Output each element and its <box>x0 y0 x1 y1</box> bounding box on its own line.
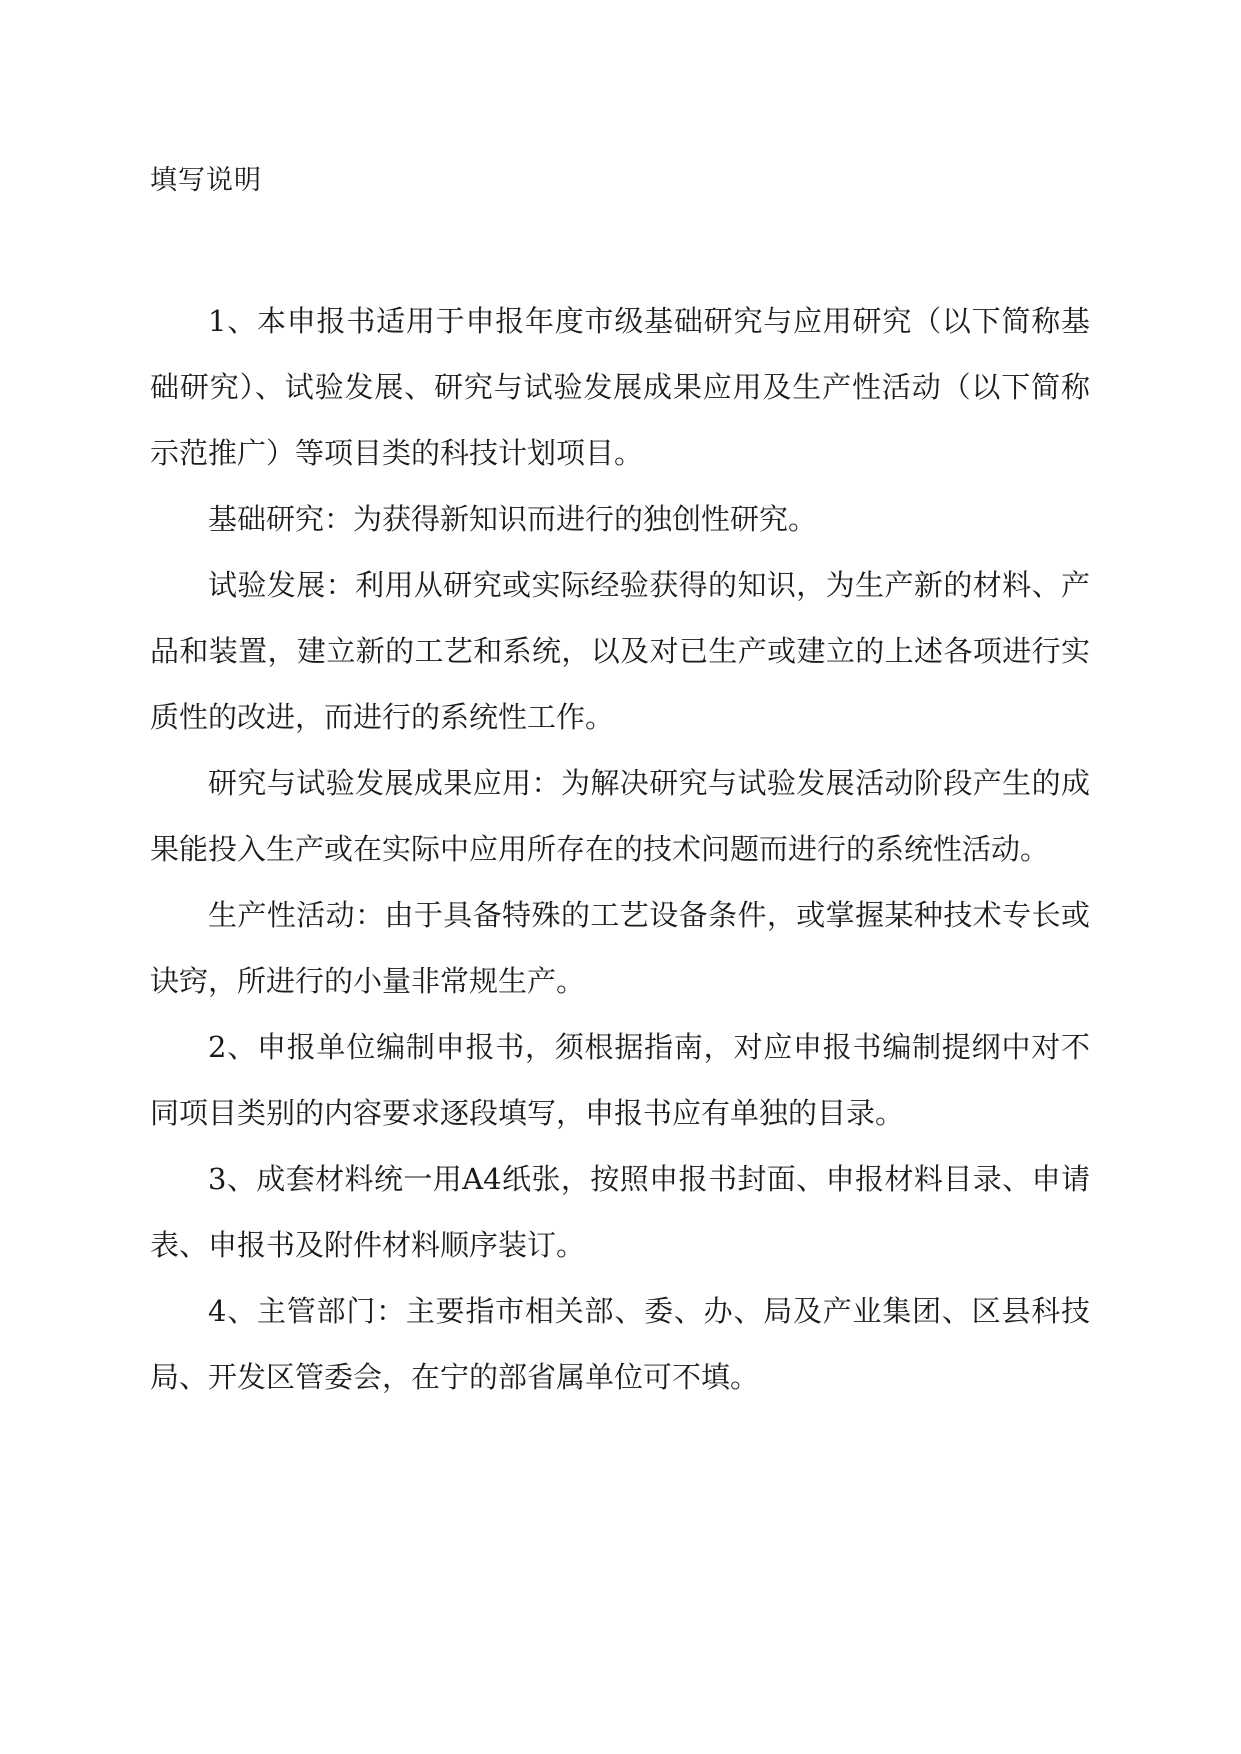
paragraph-basic-research: 基础研究：为获得新知识而进行的独创性研究。 <box>208 502 818 536</box>
paragraph-experimental-development: 试验发展：利用从研究或实际经验获得的知识，为生产新的材料、产品和装置，建立新的工艺和系统，以及对已生产或建立的上述各项进行实质性的改进，而进行的系统性工作。 <box>150 568 1090 734</box>
instructions-body <box>150 288 1090 1410</box>
paragraph-binding: 3、成套材料统一用A4纸张，按照申报书封面、申报材料目录、申请表、申报书及附件材料顺序装订。 <box>150 1162 1090 1262</box>
paragraph-scope: 1、本申报书适用于申报年度市级基础研究与应用研究（以下简称基础研究）、试验发展、研究与试验发展成果应用及生产性活动（以下简称示范推广）等项目类的科技计划项目。 <box>150 304 1090 470</box>
paragraph-compilation: 2、申报单位编制申报书，须根据指南，对应申报书编制提纲中对不同项目类别的内容要求逐段填写，申报书应有单独的目录。 <box>150 1030 1090 1130</box>
paragraph-supervising-department: 4、主管部门：主要指市相关部、委、办、局及产业集团、区县科技局、开发区管委会，在宁的部省属单位可不填。 <box>150 1294 1090 1394</box>
page-title: 填写说明 <box>150 165 262 196</box>
paragraph-productive-activity: 生产性活动：由于具备特殊的工艺设备条件，或掌握某种技术专长或诀窍，所进行的小量非常规生产。 <box>150 898 1090 998</box>
paragraph-results-application: 研究与试验发展成果应用：为解决研究与试验发展活动阶段产生的成果能投入生产或在实际中应用所存在的技术问题而进行的系统性活动。 <box>150 766 1090 866</box>
